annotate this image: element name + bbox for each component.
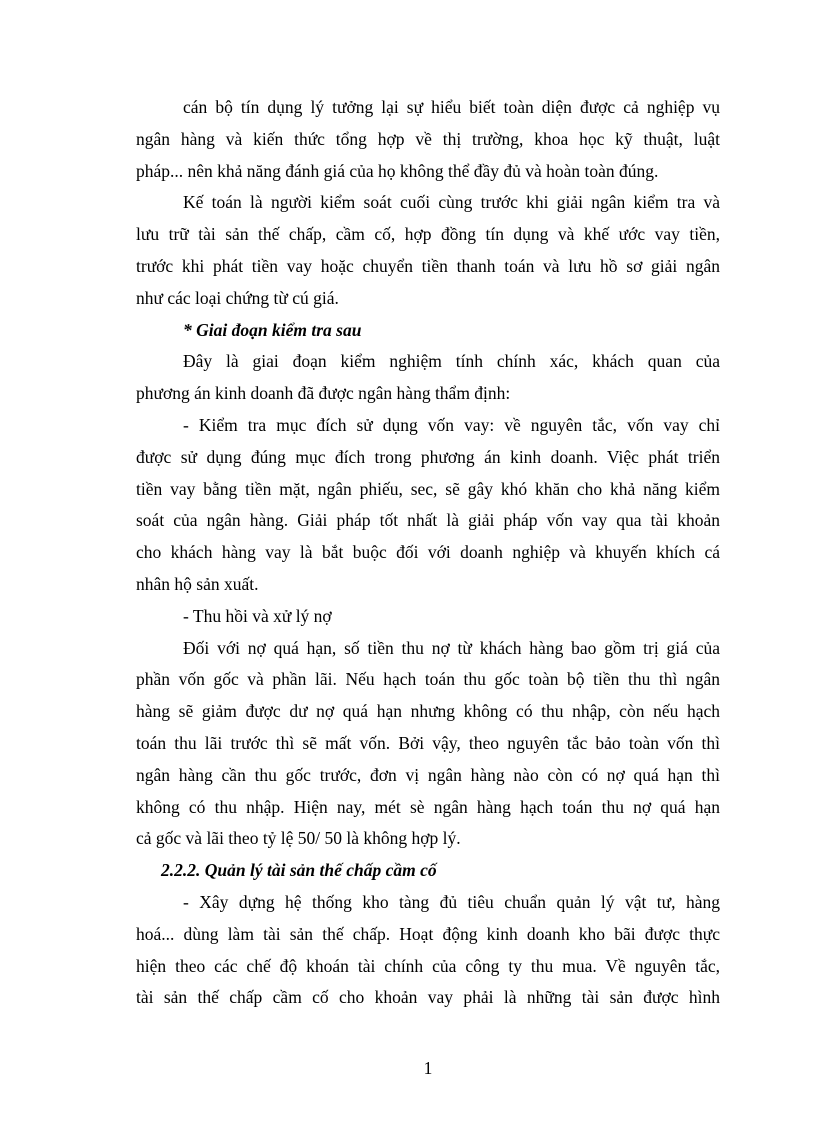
text-line: cho khách hàng vay là bắt buộc đối với doanh nghiệp và khuyến khích cá [136, 542, 720, 563]
text-line: - Kiểm tra mục đích sử dụng vốn vay: về nguyên tắc, vốn vay chỉ [183, 414, 720, 435]
text-line: tài sản thế chấp cầm cố cho khoản vay phải là những tài sản được hình [136, 987, 720, 1008]
text-line: cả gốc và lãi theo tỷ lệ 50/ 50 là không hợp lý. [136, 828, 461, 849]
text-line: không có thu nhập. Hiện nay, mét sè ngân hàng hạch toán thu nợ quá hạn [136, 796, 720, 817]
text-line: được sử dụng đúng mục đích trong phương án kinh doanh. Việc phát triển [136, 446, 720, 467]
text-line: phần vốn gốc và phần lãi. Nếu hạch toán thu gốc toàn bộ tiền thu thì ngân [136, 669, 720, 690]
text-line: pháp... nên khả năng đánh giá của họ không thể đầy đủ và hoàn toàn đúng. [136, 160, 659, 181]
text-line: soát của ngân hàng. Giải pháp tốt nhất là giải pháp vốn vay qua tài khoản [136, 510, 720, 531]
text-line: toán thu lãi trước thì sẽ mất vốn. Bởi vậy, theo nguyên tắc bảo toàn vốn thì [136, 732, 720, 753]
text-line: Đây là giai đoạn kiểm nghiệm tính chính xác, khách quan của [183, 351, 720, 372]
text-line: Kế toán là người kiểm soát cuối cùng trước khi giải ngân kiểm tra và [183, 192, 720, 213]
page-number: 1 [423, 1058, 433, 1078]
text-line: ngân hàng và kiến thức tổng hợp về thị trường, khoa học kỹ thuật, luật [136, 128, 720, 149]
text-line: hàng sẽ giảm được dư nợ quá hạn nhưng không có thu nhập, còn nếu hạch [136, 701, 720, 722]
text-line: Đối với nợ quá hạn, số tiền thu nợ từ khách hàng bao gồm trị giá của [183, 637, 720, 658]
document-page [136, 92, 720, 1014]
section-heading: * Giai đoạn kiểm tra sau [183, 319, 362, 340]
text-line: hiện theo các chế độ khoán tài chính của công ty thu mua. Về nguyên tắc, [136, 955, 720, 976]
text-line: phương án kinh doanh đã được ngân hàng thẩm định: [136, 383, 511, 404]
text-line: như các loại chứng từ cú giá. [136, 287, 339, 308]
text-line: - Xây dựng hệ thống kho tàng đủ tiêu chuẩn quản lý vật tư, hàng [183, 891, 720, 912]
section-heading: 2.2.2. Quản lý tài sản thế chấp cầm cố [161, 860, 437, 881]
text-line: cán bộ tín dụng lý tưởng lại sự hiểu biết toàn diện được cả nghiệp vụ [183, 97, 720, 117]
text-line: trước khi phát tiền vay hoặc chuyển tiền thanh toán và lưu hồ sơ giải ngân [136, 255, 720, 276]
text-line: nhân hộ sản xuất. [136, 573, 259, 594]
text-line: tiền vay bằng tiền mặt, ngân phiếu, sec, sẽ gây khó khăn cho khả năng kiểm [136, 478, 720, 499]
text-line: ngân hàng cần thu gốc trước, đơn vị ngân hàng nào còn có nợ quá hạn thì [136, 764, 720, 785]
text-line: lưu trữ tài sản thế chấp, cầm cố, hợp đồng tín dụng và khế ước vay tiền, [136, 224, 720, 245]
text-line: hoá... dùng làm tài sản thế chấp. Hoạt động kinh doanh kho bãi được thực [136, 923, 720, 944]
text-line: - Thu hồi và xử lý nợ [183, 605, 332, 626]
